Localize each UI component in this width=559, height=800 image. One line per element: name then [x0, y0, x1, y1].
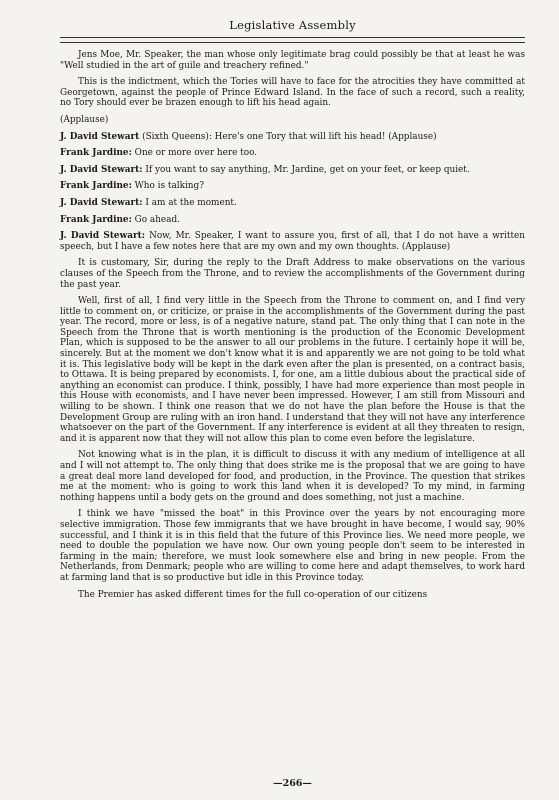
paragraph-text: (Applause) [60, 114, 109, 125]
paragraph [60, 509, 525, 583]
paragraph [60, 258, 525, 290]
paragraph [60, 115, 525, 126]
paragraph [60, 50, 525, 71]
paragraph [60, 215, 525, 226]
speaker-name: J. David Stewart [60, 131, 140, 142]
running-header: Legislative Assembly [229, 18, 356, 32]
paragraph-text: If you want to say anything, Mr. Jardine, get on your feet, or keep quiet. [142, 164, 470, 175]
paragraph-text: This is the indictment, which the Tories will have to face for the atrocities they have committed at Georgetown, against the people of Prince Edward Island. In the face of such a record, such a reality, no Tory should ever be brazen enough to lift his head again. [60, 77, 525, 109]
paragraph-text: It is customary, Sir, during the reply to the Draft Address to make observations on the various clauses of the Speech from the Throne, and to review the accomplishments of the Government during the past year. [60, 258, 525, 290]
paragraph [60, 198, 525, 209]
paragraph-text: The Premier has asked different times for the full co-operation of our citizens [78, 589, 428, 600]
paragraph [60, 77, 525, 109]
paragraph-text: Now, Mr. Speaker, I want to assure you, first of all, that I do not have a written speech, but I have a few notes here that are my own and my own thoughts. (Applause) [60, 231, 525, 252]
speaker-name: Frank Jardine: [60, 148, 132, 159]
paragraph [60, 231, 525, 252]
speaker-name: J. David Stewart: [60, 164, 143, 175]
speaker-name: Frank Jardine: [60, 214, 132, 225]
paragraph [60, 450, 525, 503]
page-number: —266— [273, 778, 312, 789]
paragraph-text: Not knowing what is in the plan, it is difficult to discuss it with any medium of intelligence at all and I will not attempt to. The only thing that does strike me is the proposal that we are going to have a great deal more land developed for food, and production, in the Province. The question that strikes me at the moment: who is going to work this land when it is developed? To my mind, in farming nothing happens until a body gets on the ground and does something, not just a machine. [60, 450, 525, 503]
paragraph-text: Who is talking? [131, 181, 204, 192]
paragraph-text: Well, first of all, I find very little in the Speech from the Throne to comment on, and I find very little to comment on, or criticize, or praise in the accomplishments of the Government during the past year. The record, more or less, is of a negative nature, stand pat. The only thing that I can note in the Speech from the Throne that is worth mentioning is the production of the Economic Development Plan, which is supposed to be the answer to all our problems in the future. I certainly hope it will be, sincerely. But at the moment we don't know what it is and apparently we are not going to be told what it is. This legislative body will be kept in the dark even after the plan is presented, on a contract basis, to Ottawa. It is being prepared by economists. I, for one, am a little dubious about the practical side of anything an economist can produce. I think, possibly, I have had more experience than most people in this House with economists, and I have never been impressed. However, I am still from Missouri and willing to be shown. I think one reason that we do not have the plan before the House is that the Development Group are ruling with an iron hand. I understand that they will not have any interference whatsoever on the part of the Government. If any interference is evident at all they threaten to resign, and it is apparent now that they will not allow this plan to come even before the legislature. [60, 296, 525, 444]
paragraph-text: I am at the moment. [142, 197, 237, 208]
paragraph [60, 181, 525, 192]
paragraph-text: Jens Moe, Mr. Speaker, the man whose only legitimate brag could possibly be that at least he was "Well studied in the art of guile and treachery refined." [60, 50, 525, 71]
paragraph-text: One or more over here too. [131, 148, 258, 159]
header-rule [60, 37, 525, 43]
speaker-name: Frank Jardine: [60, 181, 132, 192]
paragraph [60, 590, 525, 601]
paragraph-text: (Sixth Queens): Here's one Tory that will lift his head! (Applause) [139, 131, 437, 142]
document-body [60, 50, 525, 606]
paragraph [60, 165, 525, 176]
speaker-name: J. David Stewart: [60, 231, 146, 242]
paragraph [60, 148, 525, 159]
speaker-name: J. David Stewart: [60, 197, 143, 208]
paragraph-text: I think we have "missed the boat" in this Province over the years by not encouraging more selective immigration. Those few immigrants that we have brought in have become, I would say, 90% successful, and I think it is in this field that the future of this Province lies. We need more people, we need to double the population we have now. Our own young people don't seem to be interested in farming in the main; therefore, we must look somewhere else and bring in new people. From the Netherlands, from Denmark; people who are willing to come here and adapt themselves, to work hard at farming land that is so productive but idle in this Province today. [60, 509, 525, 583]
paragraph-text: Go ahead. [131, 214, 180, 225]
paragraph [60, 296, 525, 444]
paragraph [60, 132, 525, 143]
